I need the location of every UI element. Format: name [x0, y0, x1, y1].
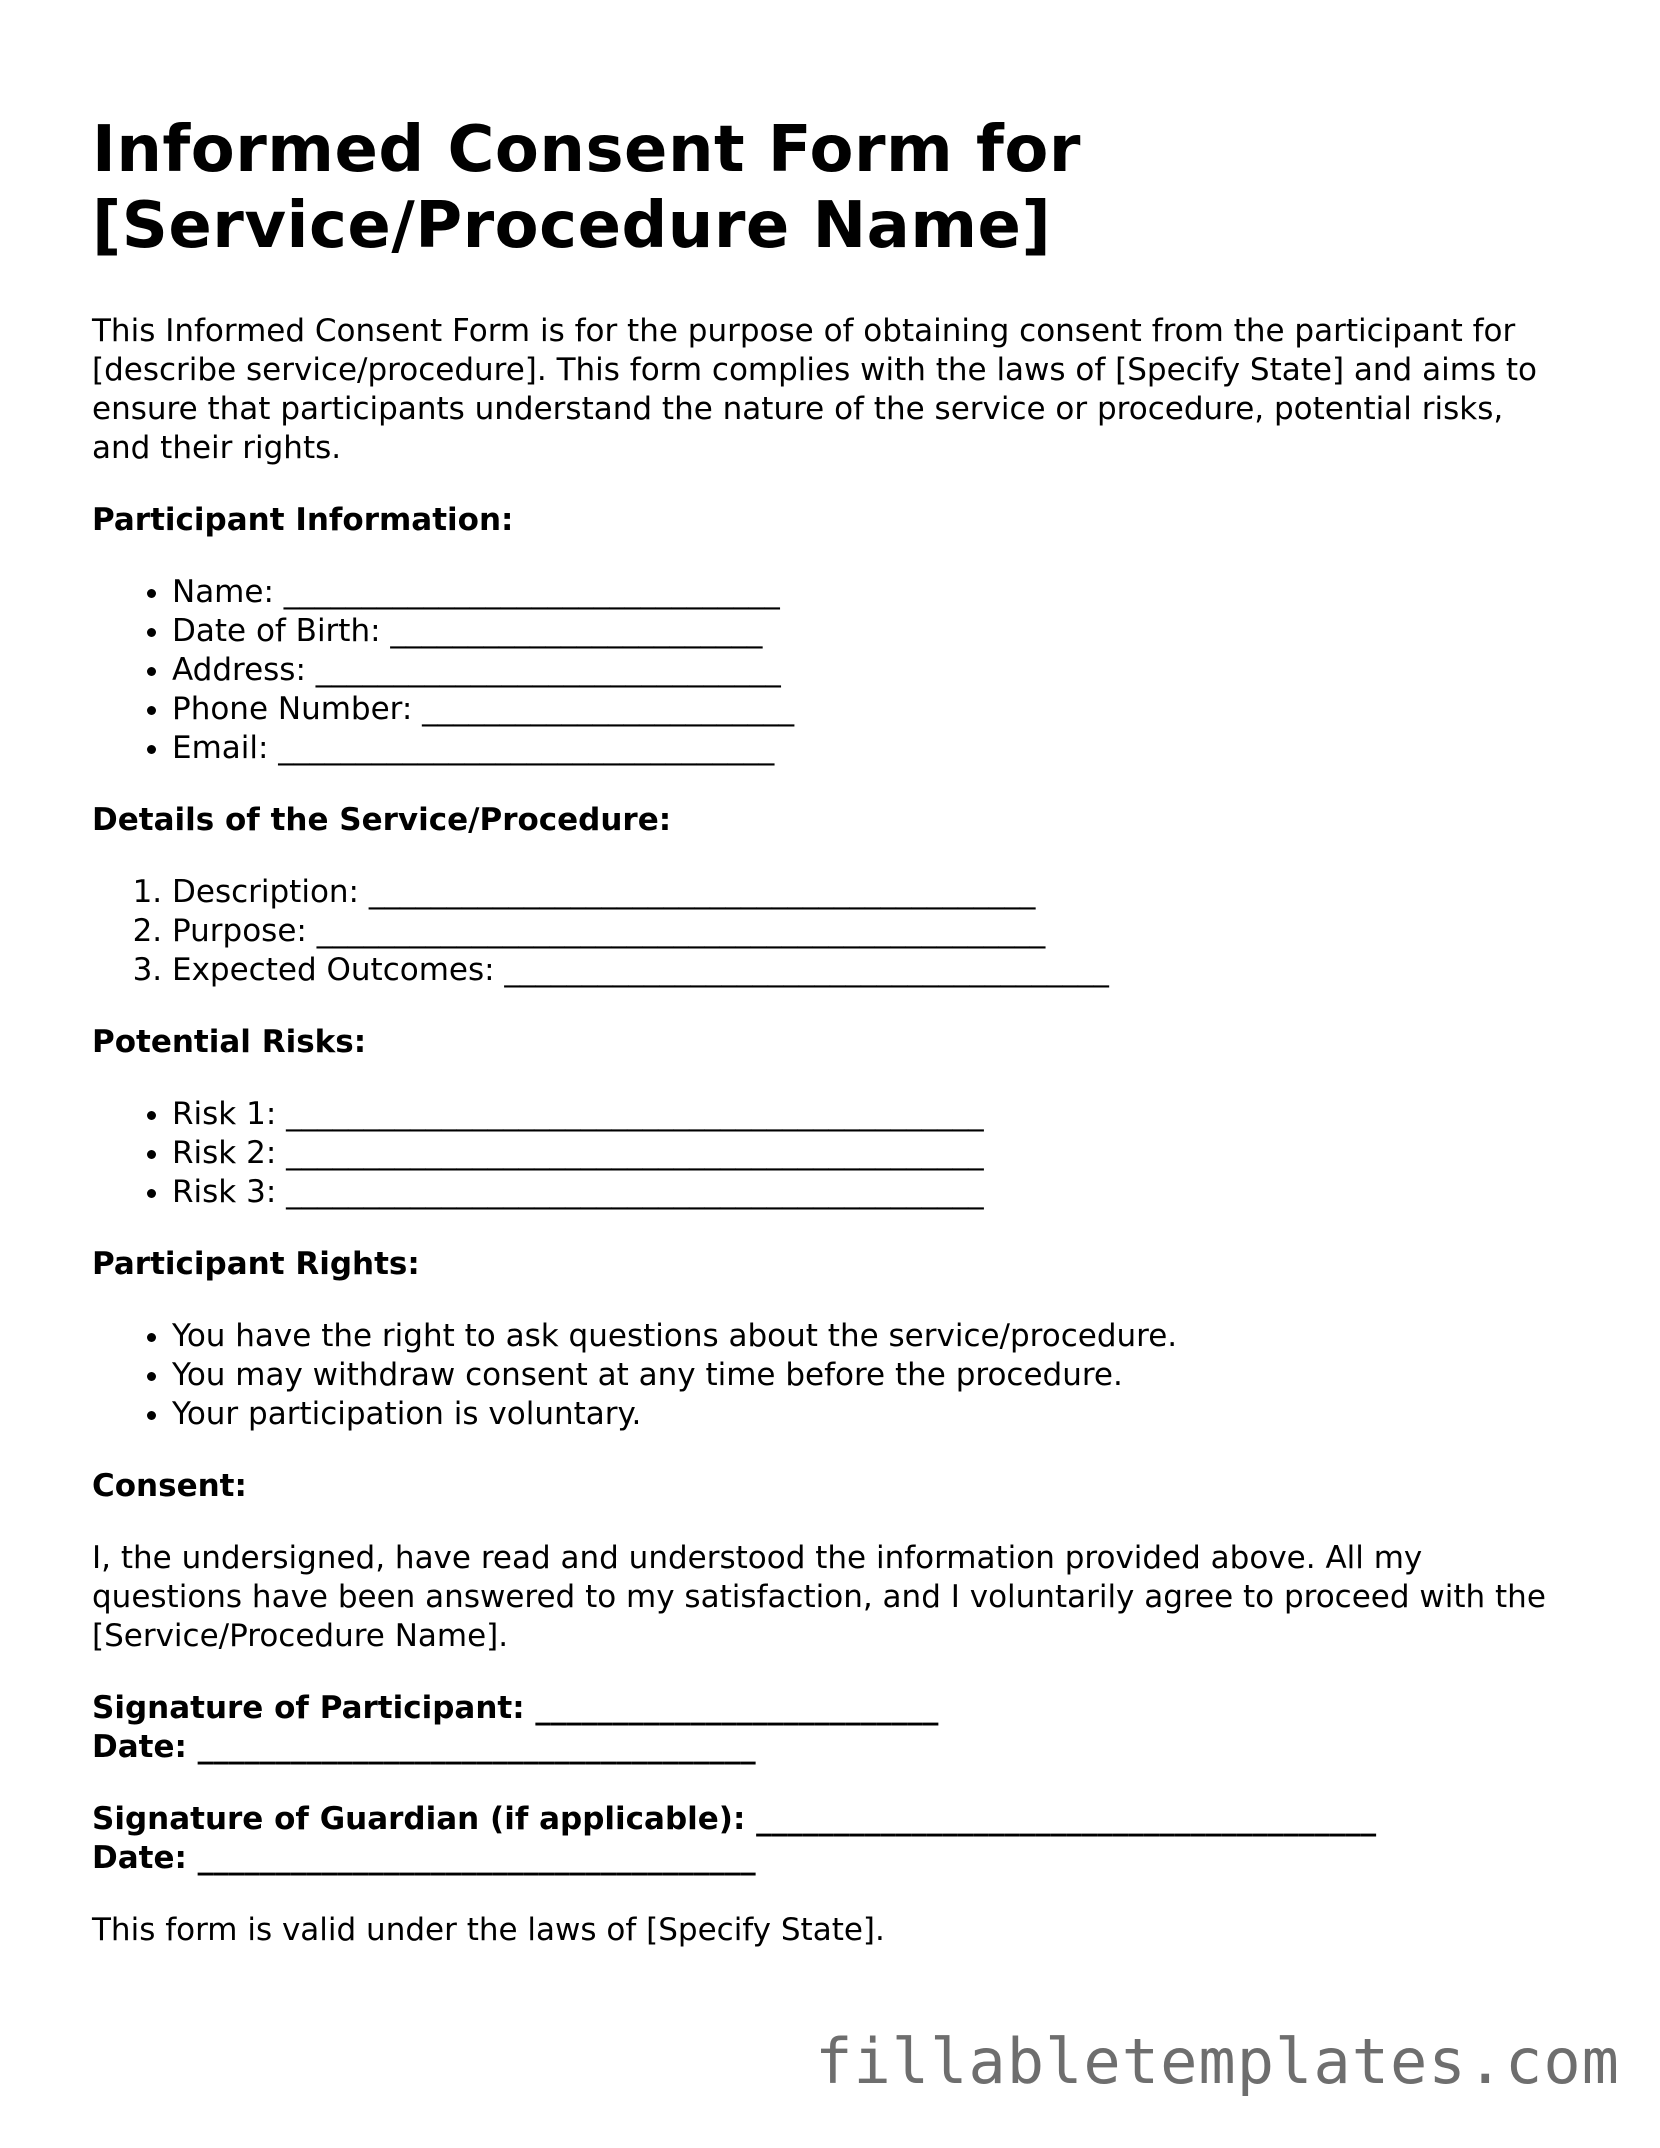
rights-heading: Participant Rights:	[92, 1246, 420, 1282]
participant-info-list	[92, 573, 1572, 768]
title-line-1: Informed Consent Form for	[92, 113, 1081, 187]
field-purpose[interactable]: 2. Purpose: _______________________________________________	[172, 912, 1572, 951]
participant-signature-block	[92, 1689, 1572, 1767]
right-item: • You have the right to ask questions about the service/procedure.	[172, 1317, 1572, 1356]
field-address[interactable]: • Address: ______________________________	[172, 651, 1572, 690]
risks-list	[92, 1095, 1572, 1212]
title-line-2: [Service/Procedure Name]	[92, 189, 1052, 263]
page-title	[92, 112, 1572, 264]
field-name[interactable]: • Name: ________________________________	[172, 573, 1572, 612]
field-email[interactable]: • Email: ________________________________	[172, 729, 1572, 768]
details-heading: Details of the Service/Procedure:	[92, 802, 672, 838]
rights-list	[92, 1317, 1572, 1434]
right-item: • Your participation is voluntary.	[172, 1395, 1572, 1434]
watermark-text: fillabletemplates.com	[815, 2025, 1620, 2098]
field-risk-2[interactable]: • Risk 2: _____________________________________________	[172, 1134, 1572, 1173]
participant-signature-field[interactable]: Signature of Participant: __________________________	[92, 1690, 939, 1726]
field-date-of-birth[interactable]: • Date of Birth: ________________________	[172, 612, 1572, 651]
guardian-signature-block	[92, 1800, 1572, 1878]
guardian-signature-field[interactable]: Signature of Guardian (if applicable): ________________________________________	[92, 1801, 1377, 1837]
field-description[interactable]: 1. Description: ___________________________________________	[172, 873, 1572, 912]
consent-paragraph: I, the undersigned, have read and understood the information provided above. All my questions have been answered to my satisfaction, and I voluntarily agree to proceed with the [Service/Procedure Name].	[92, 1540, 1546, 1654]
consent-heading: Consent:	[92, 1468, 247, 1504]
participant-info-heading: Participant Information:	[92, 502, 514, 538]
risks-heading: Potential Risks:	[92, 1024, 367, 1060]
field-risk-1[interactable]: • Risk 1: _____________________________________________	[172, 1095, 1572, 1134]
consent-form-document	[92, 112, 1572, 1950]
details-list	[92, 873, 1572, 990]
guardian-date-field[interactable]: Date: ____________________________________	[92, 1840, 756, 1876]
field-expected-outcomes[interactable]: 3. Expected Outcomes: _______________________________________	[172, 951, 1572, 990]
closing-statement: This form is valid under the laws of [Specify State].	[92, 1912, 885, 1948]
intro-paragraph: This Informed Consent Form is for the purpose of obtaining consent from the participant for [describe service/procedure]. This form complies with the laws of [Specify State] and aims to ensure that participants understand the nature of the service or procedure, potential risks, and their rights.	[92, 313, 1538, 466]
field-phone-number[interactable]: • Phone Number: ________________________	[172, 690, 1572, 729]
field-risk-3[interactable]: • Risk 3: _____________________________________________	[172, 1173, 1572, 1212]
participant-date-field[interactable]: Date: ____________________________________	[92, 1729, 756, 1765]
right-item: • You may withdraw consent at any time before the procedure.	[172, 1356, 1572, 1395]
